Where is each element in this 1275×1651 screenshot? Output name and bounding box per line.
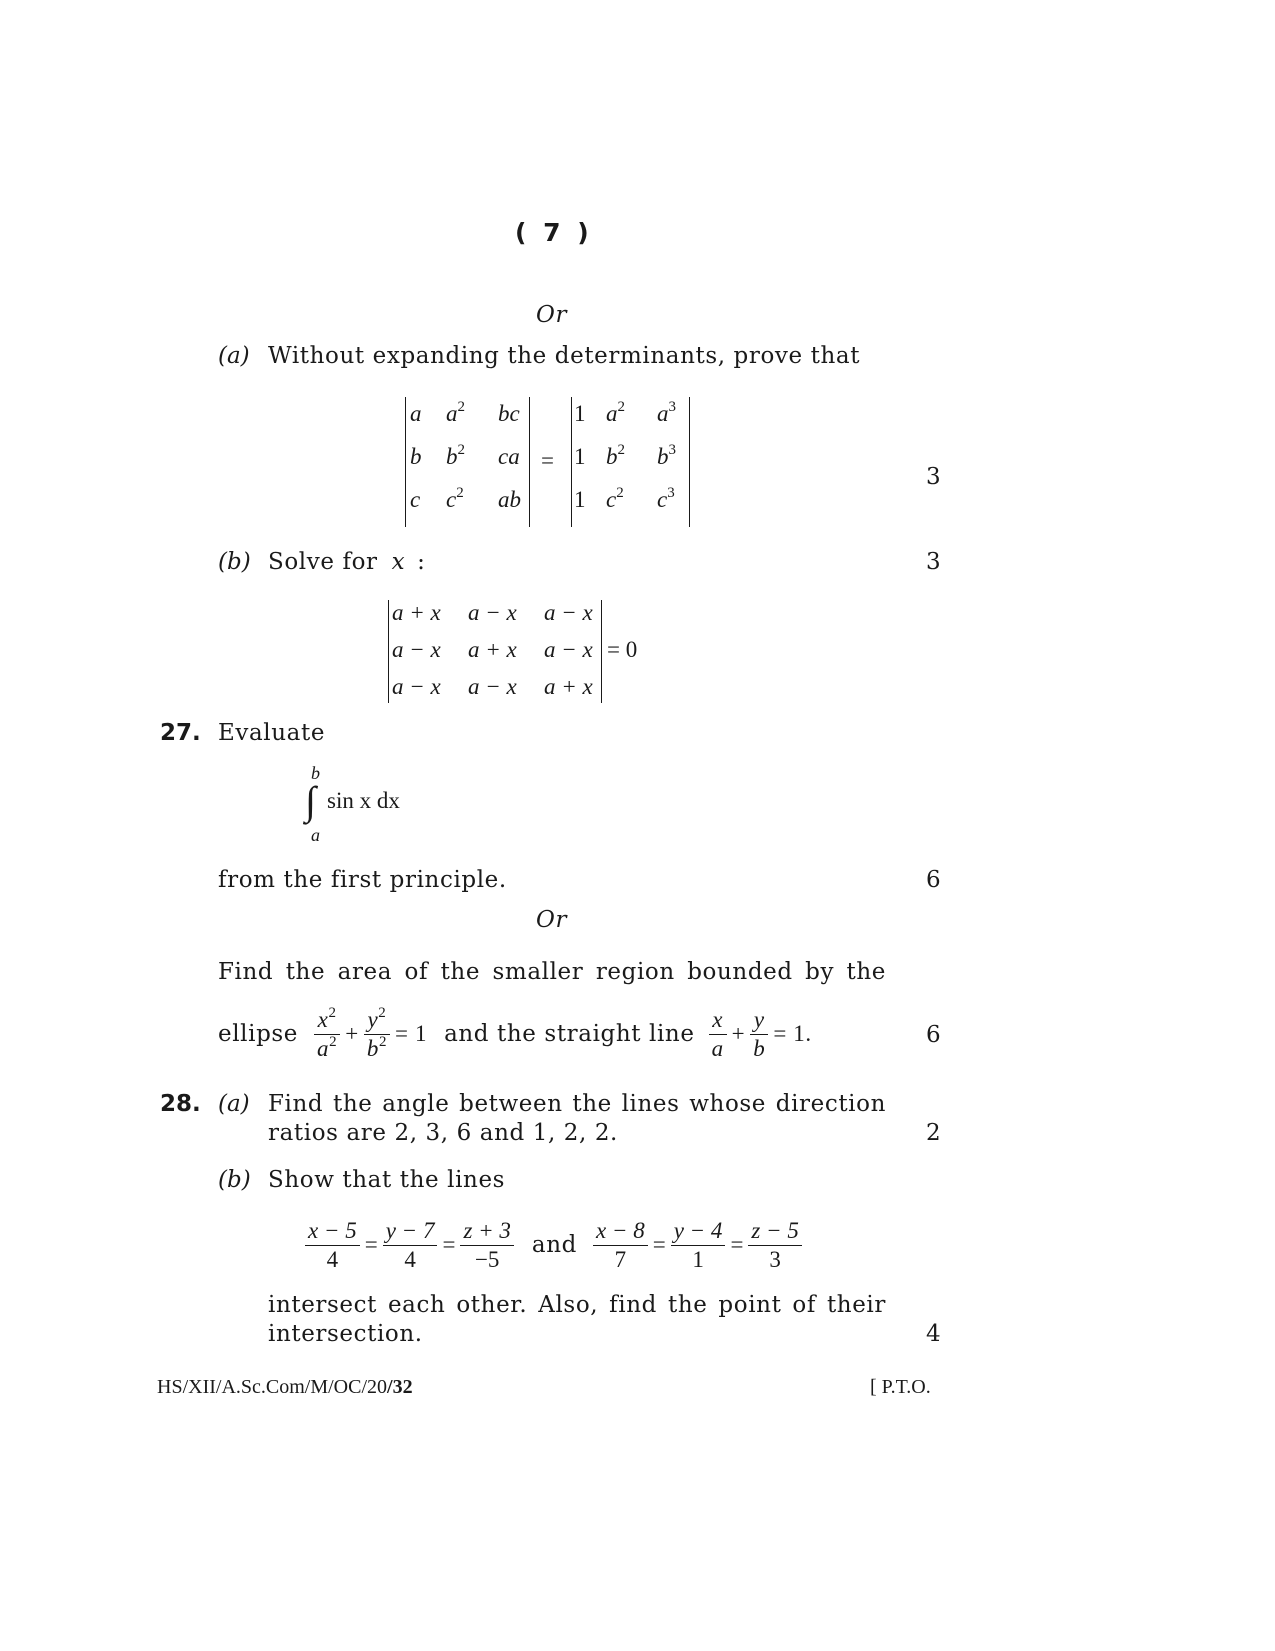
q26-b-colon: : (417, 549, 426, 575)
q27-marks: 6 (926, 867, 941, 893)
frac-den: 3 (769, 1246, 781, 1272)
equals-one: = 1 (395, 1021, 428, 1046)
det-cell: $a^2$ (606, 399, 625, 426)
det-cell: b (410, 444, 422, 469)
q26-a-equals: = (541, 448, 554, 473)
q28-and-word: and (531, 1232, 577, 1258)
det-cell: a − x (468, 600, 517, 625)
integral-sign: ∫ (305, 778, 316, 823)
q26-b-rhs: = 0 (607, 637, 638, 662)
det-cell: $c^2$ (606, 485, 624, 512)
footer-pto: [ P.T.O. (870, 1376, 931, 1398)
det-cell: a − x (392, 637, 441, 662)
equals-sign: = (730, 1232, 744, 1257)
q28-b-text: Show that the lines (268, 1167, 506, 1193)
q28-a-line1: Find the angle between the lines whose direction (268, 1091, 886, 1117)
q27-upper-limit: b (311, 763, 320, 783)
frac-den: 1 (692, 1246, 704, 1272)
det-cell: $c^3$ (657, 485, 675, 512)
or-separator-2: Or (536, 907, 568, 933)
q27-from-text: from the first principle. (218, 867, 507, 893)
q28-a-marks: 2 (926, 1120, 941, 1146)
q27-alt-line2 (218, 1000, 815, 1068)
q26-b-label: (b) (218, 549, 251, 575)
det-cell: a − x (468, 674, 517, 699)
q28-a-label: (a) (218, 1091, 250, 1117)
frac-num: y − 7 (383, 1218, 438, 1246)
det-cell: a − x (392, 674, 441, 699)
det-cell: $b^2$ (446, 442, 465, 469)
det-cell: $a^2$ (446, 399, 465, 426)
q26-a-determinant-left (405, 397, 530, 527)
frac-num: z + 3 (460, 1218, 513, 1246)
q27-alt-ellipse-word: ellipse (218, 1021, 299, 1047)
det-cell: ab (498, 487, 521, 512)
frac-den: b (753, 1035, 766, 1061)
plus-sign: + (731, 1021, 746, 1046)
frac-den: $b^2$ (366, 1033, 388, 1061)
q28-b-line2: intersection. (268, 1321, 423, 1347)
det-cell: a − x (544, 637, 593, 662)
q27-alt-and-text: and the straight line (444, 1021, 695, 1047)
frac-num: z − 5 (748, 1218, 801, 1246)
frac-num: x − 8 (593, 1218, 648, 1246)
q26-a-determinant-right (571, 397, 690, 527)
equals-sign: = (364, 1232, 378, 1257)
frac-num: $y^2$ (367, 1004, 387, 1032)
q28-b-line1: intersect each other. Also, find the point of their (268, 1292, 886, 1318)
det-cell: c (410, 487, 421, 512)
page-number: ( 7 ) (515, 218, 593, 247)
det-cell: $c^2$ (446, 485, 464, 512)
det-cell: 1 (574, 401, 586, 426)
q27-integrand: sin x dx (327, 788, 400, 813)
frac-num: $x^2$ (317, 1004, 337, 1032)
q27-alt-marks: 6 (926, 1022, 941, 1048)
q26-b-marks: 3 (926, 549, 941, 575)
equals-sign: = (442, 1232, 456, 1257)
q28-lines-equation (303, 1213, 804, 1277)
det-cell: 1 (574, 444, 586, 469)
footer-code-text: HS/XII/A.Sc.Com/M/OC/20 (157, 1376, 388, 1398)
frac-num: y − 4 (671, 1218, 726, 1246)
q27-lower-limit: a (311, 825, 320, 845)
q26-a-marks: 3 (926, 464, 941, 490)
q26-b-var: x (391, 549, 406, 575)
q27-number: 27. (160, 720, 201, 746)
det-cell: a (410, 401, 422, 426)
det-cell: a + x (544, 674, 593, 699)
footer-code (157, 1376, 413, 1399)
det-cell: a + x (392, 600, 441, 625)
q28-b-marks: 4 (926, 1321, 941, 1347)
q26-b-determinant (388, 600, 602, 703)
q27-evaluate: Evaluate (218, 720, 326, 746)
frac-den: −5 (474, 1246, 500, 1272)
or-separator: Or (536, 302, 568, 328)
frac-num: x − 5 (305, 1218, 360, 1246)
q26-a-text: Without expanding the determinants, prove that (268, 343, 861, 369)
det-cell: $b^2$ (606, 442, 625, 469)
frac-den: 7 (614, 1246, 627, 1272)
det-cell: 1 (574, 487, 586, 512)
det-cell: $b^3$ (657, 442, 676, 469)
q26-b-text: Solve for (268, 549, 378, 575)
det-cell: ca (498, 444, 520, 469)
q26-b-text-line (268, 549, 425, 575)
det-cell: a + x (468, 637, 517, 662)
det-cell: bc (498, 401, 520, 426)
det-cell: $a^3$ (657, 399, 676, 426)
q26-a-label: (a) (218, 343, 250, 369)
frac-den: 4 (326, 1246, 339, 1272)
frac-den: $a^2$ (317, 1033, 338, 1061)
q27-alt-line1: Find the area of the smaller region bounded by the (218, 959, 886, 985)
q28-number: 28. (160, 1091, 201, 1117)
footer-code-bold: /32 (387, 1376, 413, 1398)
frac-den: 4 (404, 1246, 416, 1272)
equals-sign: = (652, 1232, 666, 1257)
frac-num: y (750, 1007, 768, 1035)
det-cell: a − x (544, 600, 593, 625)
q28-b-label: (b) (218, 1167, 251, 1193)
equals-one: = 1. (773, 1021, 812, 1046)
frac-num: x (709, 1007, 727, 1035)
q28-a-line2: ratios are 2, 3, 6 and 1, 2, 2. (268, 1120, 618, 1146)
frac-den: a (711, 1035, 724, 1061)
plus-sign: + (345, 1021, 359, 1046)
